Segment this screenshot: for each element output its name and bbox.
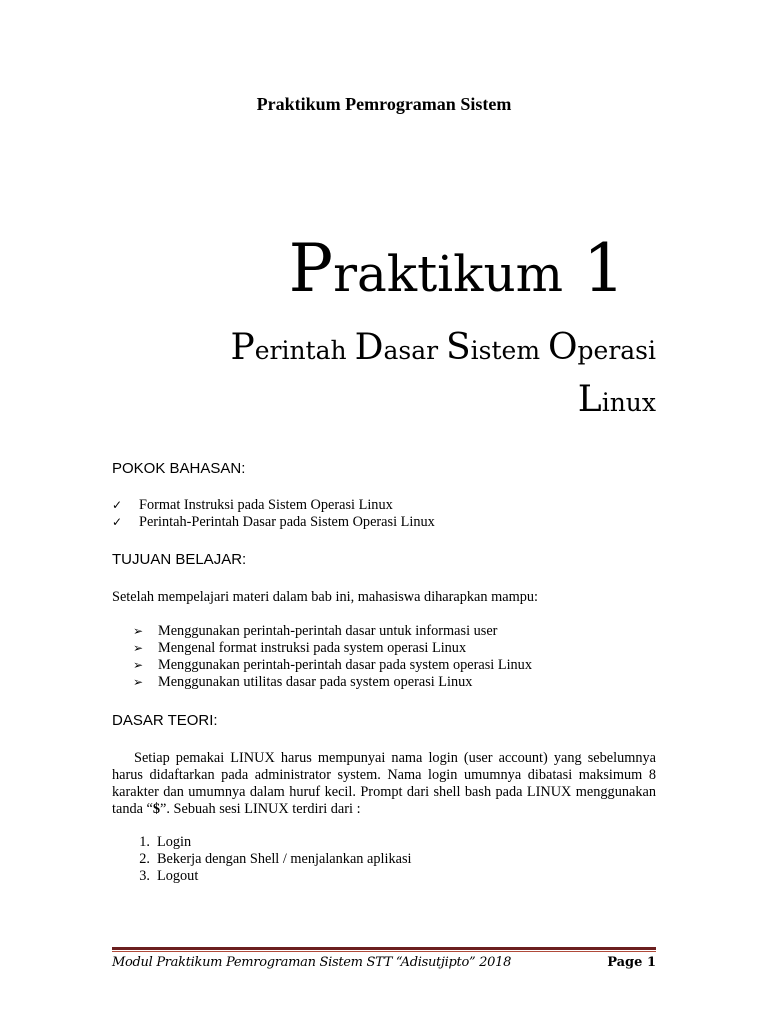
list-item xyxy=(112,514,435,531)
footer-page-number: Page 1 xyxy=(607,955,656,970)
dasar-teori-paragraph xyxy=(112,750,656,818)
arrow-bullet-icon: ➢ xyxy=(133,675,144,689)
list-item-text: Menggunakan utilitas dasar pada system operasi Linux xyxy=(158,674,473,690)
subtitle-word-rest: istem xyxy=(470,336,541,365)
list-item-text: Mengenal format instruksi pada system operasi Linux xyxy=(158,640,467,656)
chapter-title-initial: P xyxy=(288,230,334,307)
tujuan-belajar-intro: Setelah mempelajari materi dalam bab ini, mahasiswa diharapkan mampu: xyxy=(112,589,538,605)
chapter-number: 1 xyxy=(583,230,625,307)
dasar-teori-heading: DASAR TEORI: xyxy=(112,712,218,729)
tujuan-belajar-heading: TUJUAN BELAJAR: xyxy=(112,551,247,568)
list-number: 1. xyxy=(139,834,150,850)
subtitle-word-rest: erintah xyxy=(254,336,347,365)
subtitle-word-initial: L xyxy=(577,379,602,420)
list-item xyxy=(130,851,411,868)
list-number: 3. xyxy=(139,868,150,884)
list-item-text: Bekerja dengan Shell / menjalankan aplikasi xyxy=(157,851,412,867)
prompt-symbol: $ xyxy=(152,801,161,817)
pokok-bahasan-heading: POKOK BAHASAN: xyxy=(112,460,246,477)
subtitle-word-rest: perasi xyxy=(577,336,656,365)
footer-rule-thin xyxy=(112,951,656,952)
arrow-bullet-icon: ➢ xyxy=(133,641,144,655)
tujuan-belajar-list xyxy=(133,623,532,691)
list-item xyxy=(133,640,532,657)
subtitle-word-initial: S xyxy=(446,327,471,368)
arrow-bullet-icon: ➢ xyxy=(133,624,144,638)
list-item xyxy=(130,834,411,851)
list-number: 2. xyxy=(139,851,150,867)
list-item xyxy=(133,657,532,674)
list-item-text: Logout xyxy=(157,868,199,884)
chapter-title xyxy=(288,230,625,307)
document-header: Praktikum Pemrograman Sistem xyxy=(256,94,512,114)
paragraph-text: Setiap pemakai LINUX harus mempunyai nama login (user account) yang sebelumnya harus didaftarkan pada administrator system. Nama login umumnya dibatasi maksimum 8 karakter dan umumnya dalam huruf kecil. Prompt dari shell bash pada LINUX menggunakan tanda “ xyxy=(112,750,656,817)
session-steps-list xyxy=(130,834,411,885)
list-item-text: Login xyxy=(157,834,192,850)
subtitle-word-rest: inux xyxy=(601,388,656,417)
subtitle-word-rest: asar xyxy=(383,336,439,365)
checkmark-icon: ✓ xyxy=(112,498,123,512)
pokok-bahasan-list xyxy=(112,497,435,531)
chapter-subtitle-line1 xyxy=(230,327,656,368)
subtitle-word-initial: D xyxy=(354,327,384,368)
chapter-subtitle-line2 xyxy=(577,379,656,420)
list-item xyxy=(112,497,435,514)
paragraph-text: ”. Sebuah sesi LINUX terdiri dari : xyxy=(160,801,361,817)
footer-module-title: Modul Praktikum Pemrograman Sistem STT “Adisutjipto” 2018 xyxy=(112,955,512,970)
list-item-text: Menggunakan perintah-perintah dasar pada system operasi Linux xyxy=(158,657,532,673)
list-item-text: Menggunakan perintah-perintah dasar untuk informasi user xyxy=(158,623,498,639)
subtitle-word-initial: O xyxy=(548,327,578,368)
arrow-bullet-icon: ➢ xyxy=(133,658,144,672)
list-item xyxy=(133,623,532,640)
chapter-title-rest: raktikum xyxy=(333,245,564,303)
subtitle-word-initial: P xyxy=(230,327,255,368)
list-item xyxy=(133,674,532,691)
checkmark-icon: ✓ xyxy=(112,515,123,529)
list-item xyxy=(130,868,411,885)
footer-rule-thick xyxy=(112,947,656,950)
list-item-text: Perintah-Perintah Dasar pada Sistem Operasi Linux xyxy=(139,514,435,530)
list-item-text: Format Instruksi pada Sistem Operasi Linux xyxy=(139,497,393,513)
